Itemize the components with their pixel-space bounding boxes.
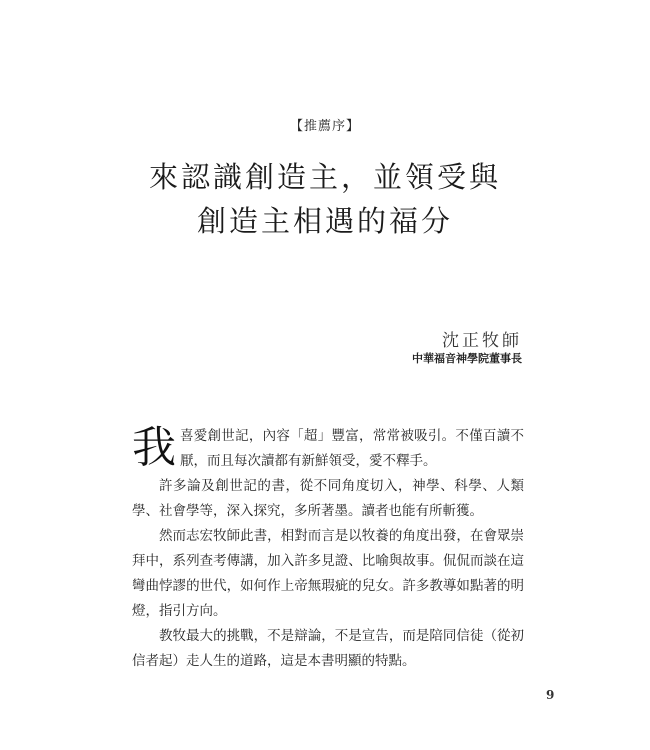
paragraph-1-text: 喜愛創世記，內容「超」豐富，常常被吸引。不僅百讀不厭，而且每次讀都有新鮮領受，愛不釋手。: [180, 428, 524, 469]
page-number: 9: [546, 688, 555, 702]
body-text: [132, 424, 524, 674]
section-label: 【推薦序】: [289, 119, 360, 134]
title-line-2: 創造主相遇的福分: [196, 204, 453, 238]
paragraph-1: [132, 424, 524, 474]
title-line-1: 來認識創造主，並領受與: [148, 160, 501, 194]
paragraph-3: 然而志宏牧師此書，相對而言是以牧養的角度出發，在會眾崇拜中，系列查考傳講，加入許多見證、比喻與故事。侃侃而談在這彎曲悖謬的世代，如何作上帝無瑕疵的兒女。許多教導如點著的明燈，指引方向。: [132, 528, 524, 619]
page-title: [0, 155, 650, 243]
author-affiliation: 中華福音神學院董事長: [412, 352, 522, 365]
drop-cap: 我: [132, 422, 176, 473]
author-name: 沈正牧師: [442, 331, 522, 351]
paragraph-2: 許多論及創世記的書，從不同角度切入，神學、科學、人類學、社會學等，深入探究，多所著墨。讀者也能有所斬獲。: [132, 478, 524, 519]
paragraph-4: 教牧最大的挑戰，不是辯論，不是宣告，而是陪同信徒（從初信者起）走人生的道路，這是本書明顯的特點。: [132, 628, 524, 669]
